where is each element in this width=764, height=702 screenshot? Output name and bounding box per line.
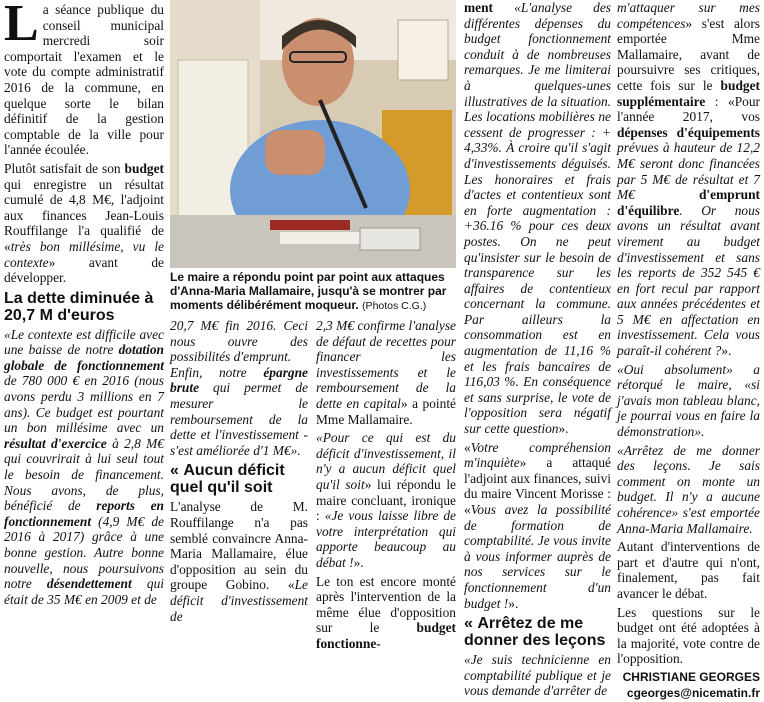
interventions-paragraph: Autant d'interventions de part et d'autre qui n'ont, finalement, pas fait avancer le débat. xyxy=(617,539,760,601)
technicienne-quote: «Je suis technicienne en comptabilité publique et je vous demande d'arrêter de xyxy=(464,652,611,699)
vote-paragraph: Les questions sur le budget ont été adoptées à la majorité, vote contre de l'opposition. xyxy=(617,604,760,667)
fonctionnement-quote: ment «L'analyse des différentes dépenses du budget fonctionnement conduit à de nombreuses remarques. Je me limiterai à quelques-unes illustratives de la situation. Les locations mobilières ne cessent de progresser : + 4,33%. À croire qu'il s'agit d'investissements déguisés. Les honoraires et frais d'actes et contentieux sont en forte augmentation : +36.16 % pour ces deux postes. On ne peut qu'insister sur le besoin de transparence sur les affaires de contentieux concernant la commune. Par ailleurs la consommation est en augmentation de 11,16 % et les frais bancaires de 116,03 %. En conséquence et sans surprise, le vote de l'opposition sera négatif sur cette question». xyxy=(464,0,611,437)
comprehension-paragraph: «Votre compréhension m'inquiète» a attaqué l'adjoint aux finances, suivi du maire Vincent Morisse : «Vous avez la possibilité de formation de comptabilité. Je vous invite à vous informer auprès de nos services sur le fonctionnement d'un budget !». xyxy=(464,439,611,611)
budget-supp-paragraph: m'attaquer sur mes compétences» s'est alors emportée Mme Mallamaire, avant de poursuivre ses critiques, cette fois sur le budget supplémentaire : «Pour l'année 2017, vos dépenses d'équipements prévues à hauteur de 12,2 M€ seront donc financées par 5 M€ de résultat et 7 M€ d'emprunt d'équilibre. Or nous avons un résultat avant virement au budget d'investissement et sans les reports de 352 545 € en fort recul par rapport aux années précédentes et 5 M€ en affectation en investissement. Cela vous paraît-il cohérent ?». xyxy=(617,0,760,359)
intro-paragraph: La séance publique du conseil municipal mercredi soir comportait l'examen et le vote du compte administratif 2016 de la commune, en quelque sorte le bilan définitif de la gestion comptable de la ville pour l'année écoulée. xyxy=(4,0,164,158)
ton-paragraph: Le ton est encore monté après l'intervention de la même élue d'opposition sur le budget fonctionne- xyxy=(316,573,456,651)
mayor-photo-image xyxy=(170,0,456,268)
photo-credit: (Photos C.G.) xyxy=(362,300,427,312)
author-name: CHRISTIANE GEORGES xyxy=(622,669,760,684)
coherence-paragraph: «Arrêtez de me donner des leçons. Je sais comment on monte un budget. Il n'y a aucune cohérence» s'est emportée Anna-Maria Mallamaire. xyxy=(617,442,760,536)
photo-mayor xyxy=(170,0,456,268)
column-1 xyxy=(4,2,164,610)
dette-quote: «Le contexte est difficile avec une baisse de notre dotation globale de fonctionnement de 780 000 € en 2016 (nous avons perdu 3 millions en 7 ans). Ce budget est pourtant un bon millésime avec un résultat d'exercice à 2,8 M€ qui couvrirait à lui seul tout le besoin de financement. Nous avons, de plus, bénéficié de reports en fonctionnement (4,9 M€ de 2016 à 2017) grâce à une bonne gestion. Autre bonne nouvelle, nous poursuivons notre désendettement qui était de 35 M€ en 2009 et de xyxy=(4,326,164,607)
photo-caption: Le maire a répondu point par point aux attaques d'Anna-Maria Mallamaire, jusqu'à se montrer par moments délibérément moqueur. (Photos C.G.) xyxy=(170,270,447,312)
subheading-lecons: « Arrêtez de me donner des leçons xyxy=(464,615,611,649)
oui-absolument-paragraph: «Oui absolument» a rétorqué le maire, «si j'avais mon tableau blanc, je pourrai vous en faire la démonstration». xyxy=(617,361,760,440)
analyse-paragraph: L'analyse de M. Rouffilange n'a pas semblé convaincre Anna-Maria Mallamaire, élue d'opposition au sein du groupe Gobino. «Le déficit d'investissement de xyxy=(170,499,308,624)
subheading-dette: La dette diminuée à 20,7 M d'euros xyxy=(4,289,154,324)
column-4 xyxy=(464,0,611,702)
drop-cap: L xyxy=(4,0,39,52)
column-5 xyxy=(617,0,760,701)
subheading-deficit: « Aucun déficit quel qu'il soit xyxy=(170,462,308,496)
maire-reply: «Pour ce qui est du déficit d'investissement, il n'y a aucun déficit quel qu'il soit» lui répondu le maire concluant, ironique : «Je vous laisse libre de votre interprétation qui apporte beaucoup au débat !». xyxy=(316,430,456,570)
budget-paragraph: Plutôt satisfait de son budget qui enregistre un résultat cumulé de 4,8 M€, l'adjoint aux finances Jean-Louis Rouffilange l'a qualifié de «très bon millésime, vu le contexte» avant de développer. xyxy=(4,160,164,286)
column-3 xyxy=(316,318,456,654)
column-2 xyxy=(170,318,308,627)
author-email[interactable]: cgeorges@nicematin.fr xyxy=(626,685,760,700)
epargne-quote: 20,7 M€ fin 2016. Ceci nous ouvre des possibilités d'emprunt. Enfin, notre épargne brute qui permet de mesurer le remboursement de la dette et l'investissement - s'est améliorée d'1 M€». xyxy=(170,318,308,458)
deficit-quote: 2,3 M€ confirme l'analyse de défaut de recettes pour financer les investissements et le remboursement de la dette en capital» a pointé Mme Mallamaire. xyxy=(316,318,456,427)
